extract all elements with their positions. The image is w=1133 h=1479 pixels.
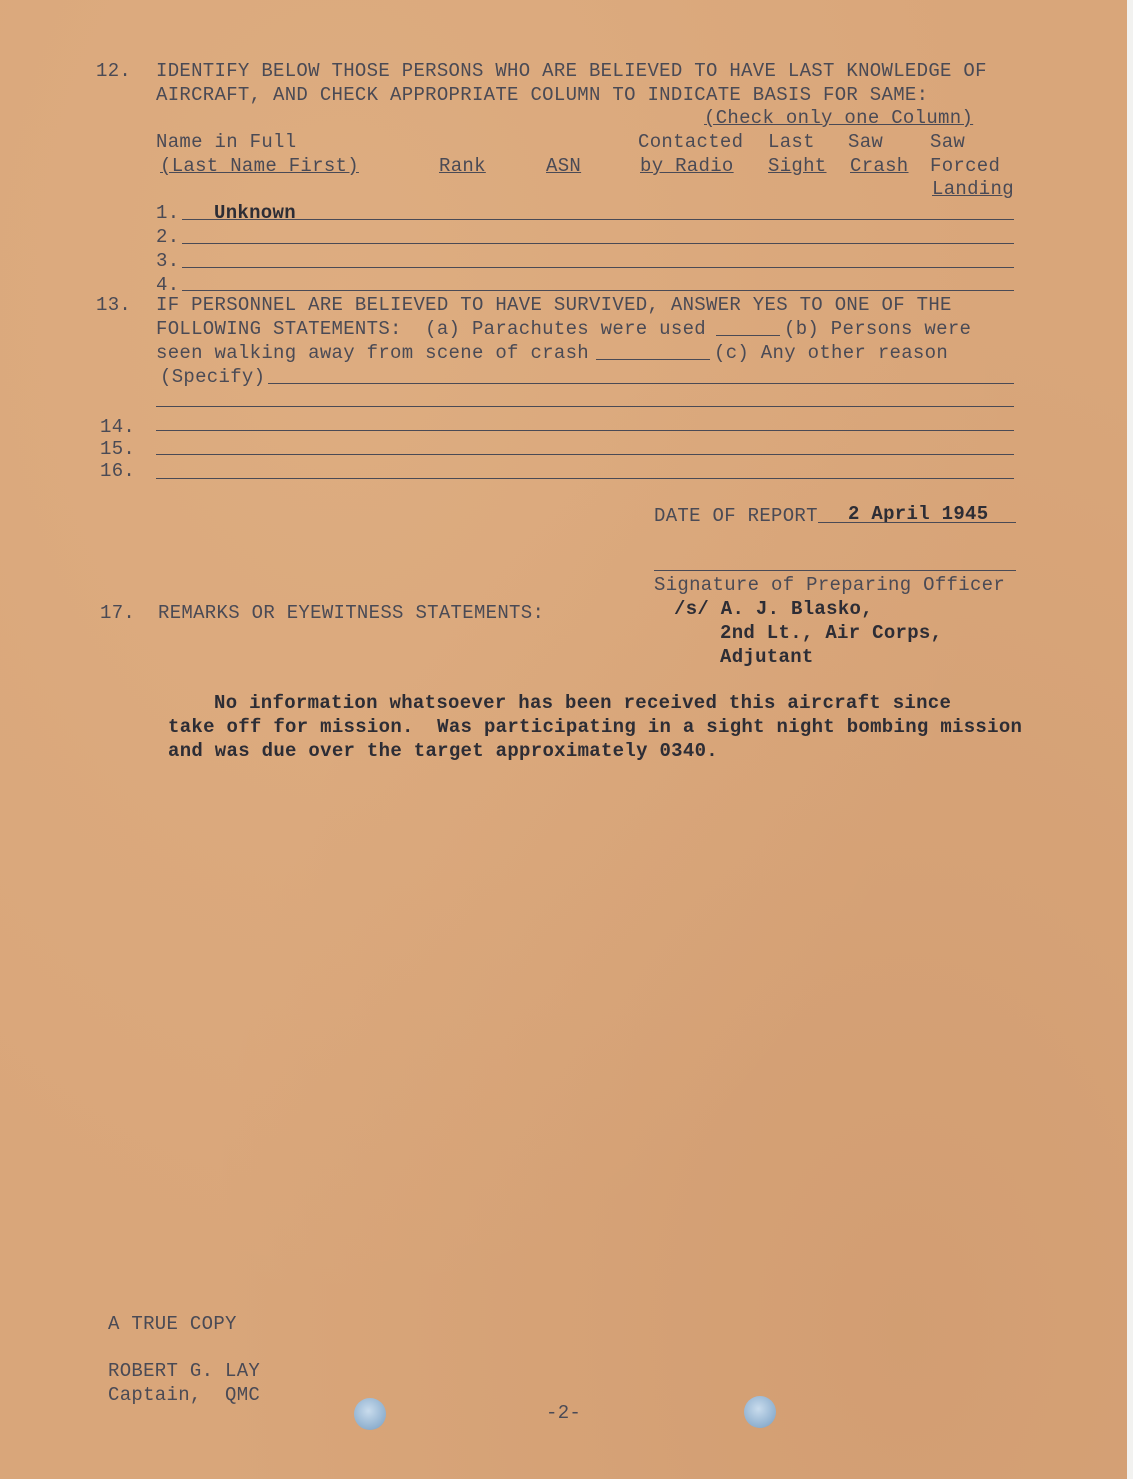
header-crash: Crash bbox=[850, 155, 909, 177]
date-of-report-value: 2 April 1945 bbox=[848, 503, 989, 525]
specify-line bbox=[268, 383, 1014, 384]
item-13-line3b: (c) Any other reason bbox=[714, 342, 949, 364]
item-13-line2a: FOLLOWING STATEMENTS: (a) Parachutes were used bbox=[156, 318, 706, 340]
row-2-line bbox=[182, 243, 1014, 244]
signature-caption: Signature of Preparing Officer bbox=[654, 574, 1006, 596]
header-rank: Rank bbox=[439, 155, 486, 177]
item-13-line3a: seen walking away from scene of crash bbox=[156, 342, 589, 364]
signature-rank: 2nd Lt., Air Corps, bbox=[720, 622, 943, 644]
header-landing: Landing bbox=[932, 178, 1014, 200]
item-12-number: 12. bbox=[96, 60, 132, 82]
check-note: (Check only one Column) bbox=[704, 107, 974, 129]
item-13-line1: IF PERSONNEL ARE BELIEVED TO HAVE SURVIVED, ANSWER YES TO ONE OF THE bbox=[156, 294, 952, 316]
signature-title: Adjutant bbox=[720, 646, 814, 668]
header-asn: ASN bbox=[546, 155, 582, 177]
item-15-number: 15. bbox=[100, 438, 136, 460]
page-number: -2- bbox=[546, 1402, 582, 1424]
header-saw-1: Saw bbox=[848, 131, 884, 153]
parachutes-blank bbox=[716, 335, 780, 336]
row-4-line bbox=[182, 290, 1014, 291]
certifier-title: Captain, QMC bbox=[108, 1384, 261, 1406]
page-edge bbox=[1127, 0, 1133, 1479]
date-of-report-line bbox=[818, 522, 1016, 523]
header-contacted: Contacted bbox=[638, 131, 744, 153]
item-14-line bbox=[156, 430, 1014, 431]
row-1-number: 1. bbox=[156, 202, 180, 224]
certifier-name: ROBERT G. LAY bbox=[108, 1360, 261, 1382]
punch-hole-right bbox=[744, 1396, 776, 1428]
item-15-line bbox=[156, 454, 1014, 455]
signature-line bbox=[654, 570, 1016, 571]
row-1-name: Unknown bbox=[214, 202, 296, 224]
header-last: Last bbox=[768, 131, 815, 153]
header-saw-2: Saw bbox=[930, 131, 966, 153]
row-1-line bbox=[182, 219, 1014, 220]
row-3-number: 3. bbox=[156, 250, 180, 272]
remark-line-3: and was due over the target approximately 0340. bbox=[168, 740, 718, 762]
item-17-label: REMARKS OR EYEWITNESS STATEMENTS: bbox=[158, 602, 545, 624]
true-copy-label: A TRUE COPY bbox=[108, 1313, 237, 1335]
item-14-number: 14. bbox=[100, 416, 136, 438]
item-16-line bbox=[156, 478, 1014, 479]
header-name-full: Name in Full bbox=[156, 131, 297, 153]
signature-name: /s/ A. J. Blasko, bbox=[674, 598, 873, 620]
walking-away-blank bbox=[596, 359, 710, 360]
header-sight: Sight bbox=[768, 155, 827, 177]
header-last-name-first: (Last Name First) bbox=[160, 155, 359, 177]
item-13-specify: (Specify) bbox=[160, 366, 266, 388]
item-12-line2: AIRCRAFT, AND CHECK APPROPRIATE COLUMN TO INDICATE BASIS FOR SAME: bbox=[156, 84, 929, 106]
row-4-number: 4. bbox=[156, 274, 180, 296]
header-forced: Forced bbox=[930, 155, 1001, 177]
row-3-line bbox=[182, 267, 1014, 268]
item-12-line1: IDENTIFY BELOW THOSE PERSONS WHO ARE BELIEVED TO HAVE LAST KNOWLEDGE OF bbox=[156, 60, 987, 82]
remark-line-2: take off for mission. Was participating in a sight night bombing mission bbox=[168, 716, 1023, 738]
item-16-number: 16. bbox=[100, 460, 136, 482]
punch-hole-left bbox=[354, 1398, 386, 1430]
item-13-line2b: (b) Persons were bbox=[784, 318, 972, 340]
date-of-report-label: DATE OF REPORT bbox=[654, 505, 818, 527]
remark-line-1: No information whatsoever has been received this aircraft since bbox=[214, 692, 952, 714]
row-2-number: 2. bbox=[156, 226, 180, 248]
specify-line-2 bbox=[156, 406, 1014, 407]
header-by-radio: by Radio bbox=[640, 155, 734, 177]
item-17-number: 17. bbox=[100, 602, 136, 624]
item-13-number: 13. bbox=[96, 294, 132, 316]
